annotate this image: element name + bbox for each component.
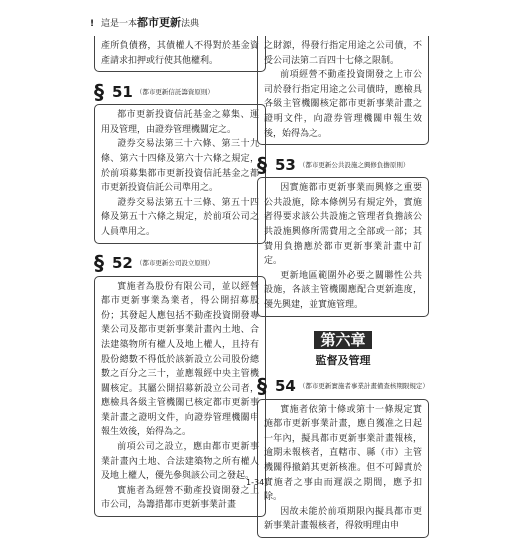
chapter-title: 監督及管理: [315, 354, 371, 368]
article-paragraph: 前項公司之設立，應由都市更新事業計畫內土地、合法建築物之所有權人及地上權人，優先參與該公司之發起。: [101, 442, 259, 482]
section-sign-icon: §: [94, 251, 104, 276]
article-paragraph: 實施者為經營不動產投資開發之上市公司，為籌措都市更新事業計畫: [101, 485, 259, 511]
section-sign-icon: §: [257, 152, 267, 177]
page-number: 1-34: [246, 478, 265, 487]
article-paragraph: 實施者為股份有限公司，並以經營都市更新事業為業者，得公開招募股份；其發起人應包括不動產投資開發專業公司及都市更新事業計畫內土地、合法建築物所有權人及地上權人，且持有股份總數不得低於該新設立公司股份總數之百分之三十，並應報經中央主管機關核定。其屬公開招募新設立公司者，應檢具各級主管機關已核定都市更新事業計畫之證明文件，向證券管理機關申報生效後，始得為之。: [101, 281, 259, 438]
chapter-heading: [262, 331, 424, 369]
header-mark: !: [90, 19, 95, 29]
article-52-box: [94, 276, 266, 518]
article-title: （都市更新信託籌資原則）: [135, 87, 214, 96]
article-paragraph: 更新地區範圍外必要之關聯性公共設施，各該主管機關應配合更新進度，優先興建，並實施管理。: [264, 270, 422, 310]
article-number: 53: [275, 155, 296, 174]
article-title: （都市更新實施者事業計畫備查核期限規定）: [298, 382, 429, 391]
article-paragraph: 證券交易法第三十六條、第三十九條、第六十四條及第六十六條之規定，於前項募集都市更新投資信託基金之都市更新投資信託公司準用之。: [101, 139, 259, 194]
continued-article-box: [257, 36, 429, 145]
article-number: 52: [112, 254, 133, 273]
continued-text: 前項經營不動產投資開發之上市公司於發行指定用途之公司債時，應檢具各級主管機關核定都市更新事業計畫之證明文件，向證券管理機關申報生效後，始得為之。: [264, 70, 422, 139]
article-paragraph: 證券交易法第五十三條、第五十四條及第五十六條之規定，於前項公司之人員準用之。: [101, 197, 259, 237]
article-paragraph: 因實施都市更新事業而興修之重要公共設施，除本條例另有規定外，實施者得要求該公共設施之管理者負擔該公共設施興修所需費用之全部或一部；其費用負擔應於都市更新事業計畫中訂定。: [264, 183, 422, 267]
article-paragraph: 都市更新投資信託基金之募集、運用及管理，由證券管理機關定之。: [101, 110, 259, 135]
continued-article-box: [94, 36, 266, 72]
header-emphasis: 都市更新: [137, 16, 181, 29]
article-paragraph: 因故未能於前項期限內擬具都市更新事業計畫報核者，得敘明理由申: [264, 506, 422, 532]
section-sign-icon: §: [257, 374, 267, 399]
article-52-heading: [94, 252, 266, 276]
article-53-heading: [257, 153, 429, 177]
article-number: 54: [275, 377, 296, 396]
section-sign-icon: §: [94, 79, 104, 104]
article-title: （都市更新公共設施之興修負擔原則）: [298, 160, 410, 169]
article-51-box: [94, 104, 266, 243]
article-53-box: [257, 177, 429, 316]
article-51-heading: [94, 80, 266, 104]
chapter-label: 第六章: [314, 331, 371, 350]
continued-text: 之財源，得發行指定用途之公司債，不受公司法第二百四十七條之限制。: [264, 41, 422, 66]
right-column: [257, 36, 429, 538]
article-number: 51: [112, 82, 133, 101]
article-54-box: [257, 399, 429, 538]
running-header: [90, 14, 199, 30]
continued-text: 產所負債務，其債權人不得對於基金資產請求扣押或行使其他權利。: [101, 41, 259, 66]
header-suffix: 法典: [181, 19, 200, 29]
article-54-heading: [257, 375, 429, 399]
left-column: [94, 36, 261, 517]
header-prefix: 這是一本: [100, 19, 137, 29]
article-title: （都市更新公司設立原則）: [135, 259, 214, 268]
article-paragraph: 實施者依第十條或第十一條規定實施都市更新事業計畫，應自獲准之日起一年內，擬具都市更新事業計畫報核，逾期未報核者，直轄市、縣（市）主管機關得撤銷其更新核准。但不可歸責於實施者之事由而遲誤之期間，應予扣除。: [264, 404, 422, 503]
